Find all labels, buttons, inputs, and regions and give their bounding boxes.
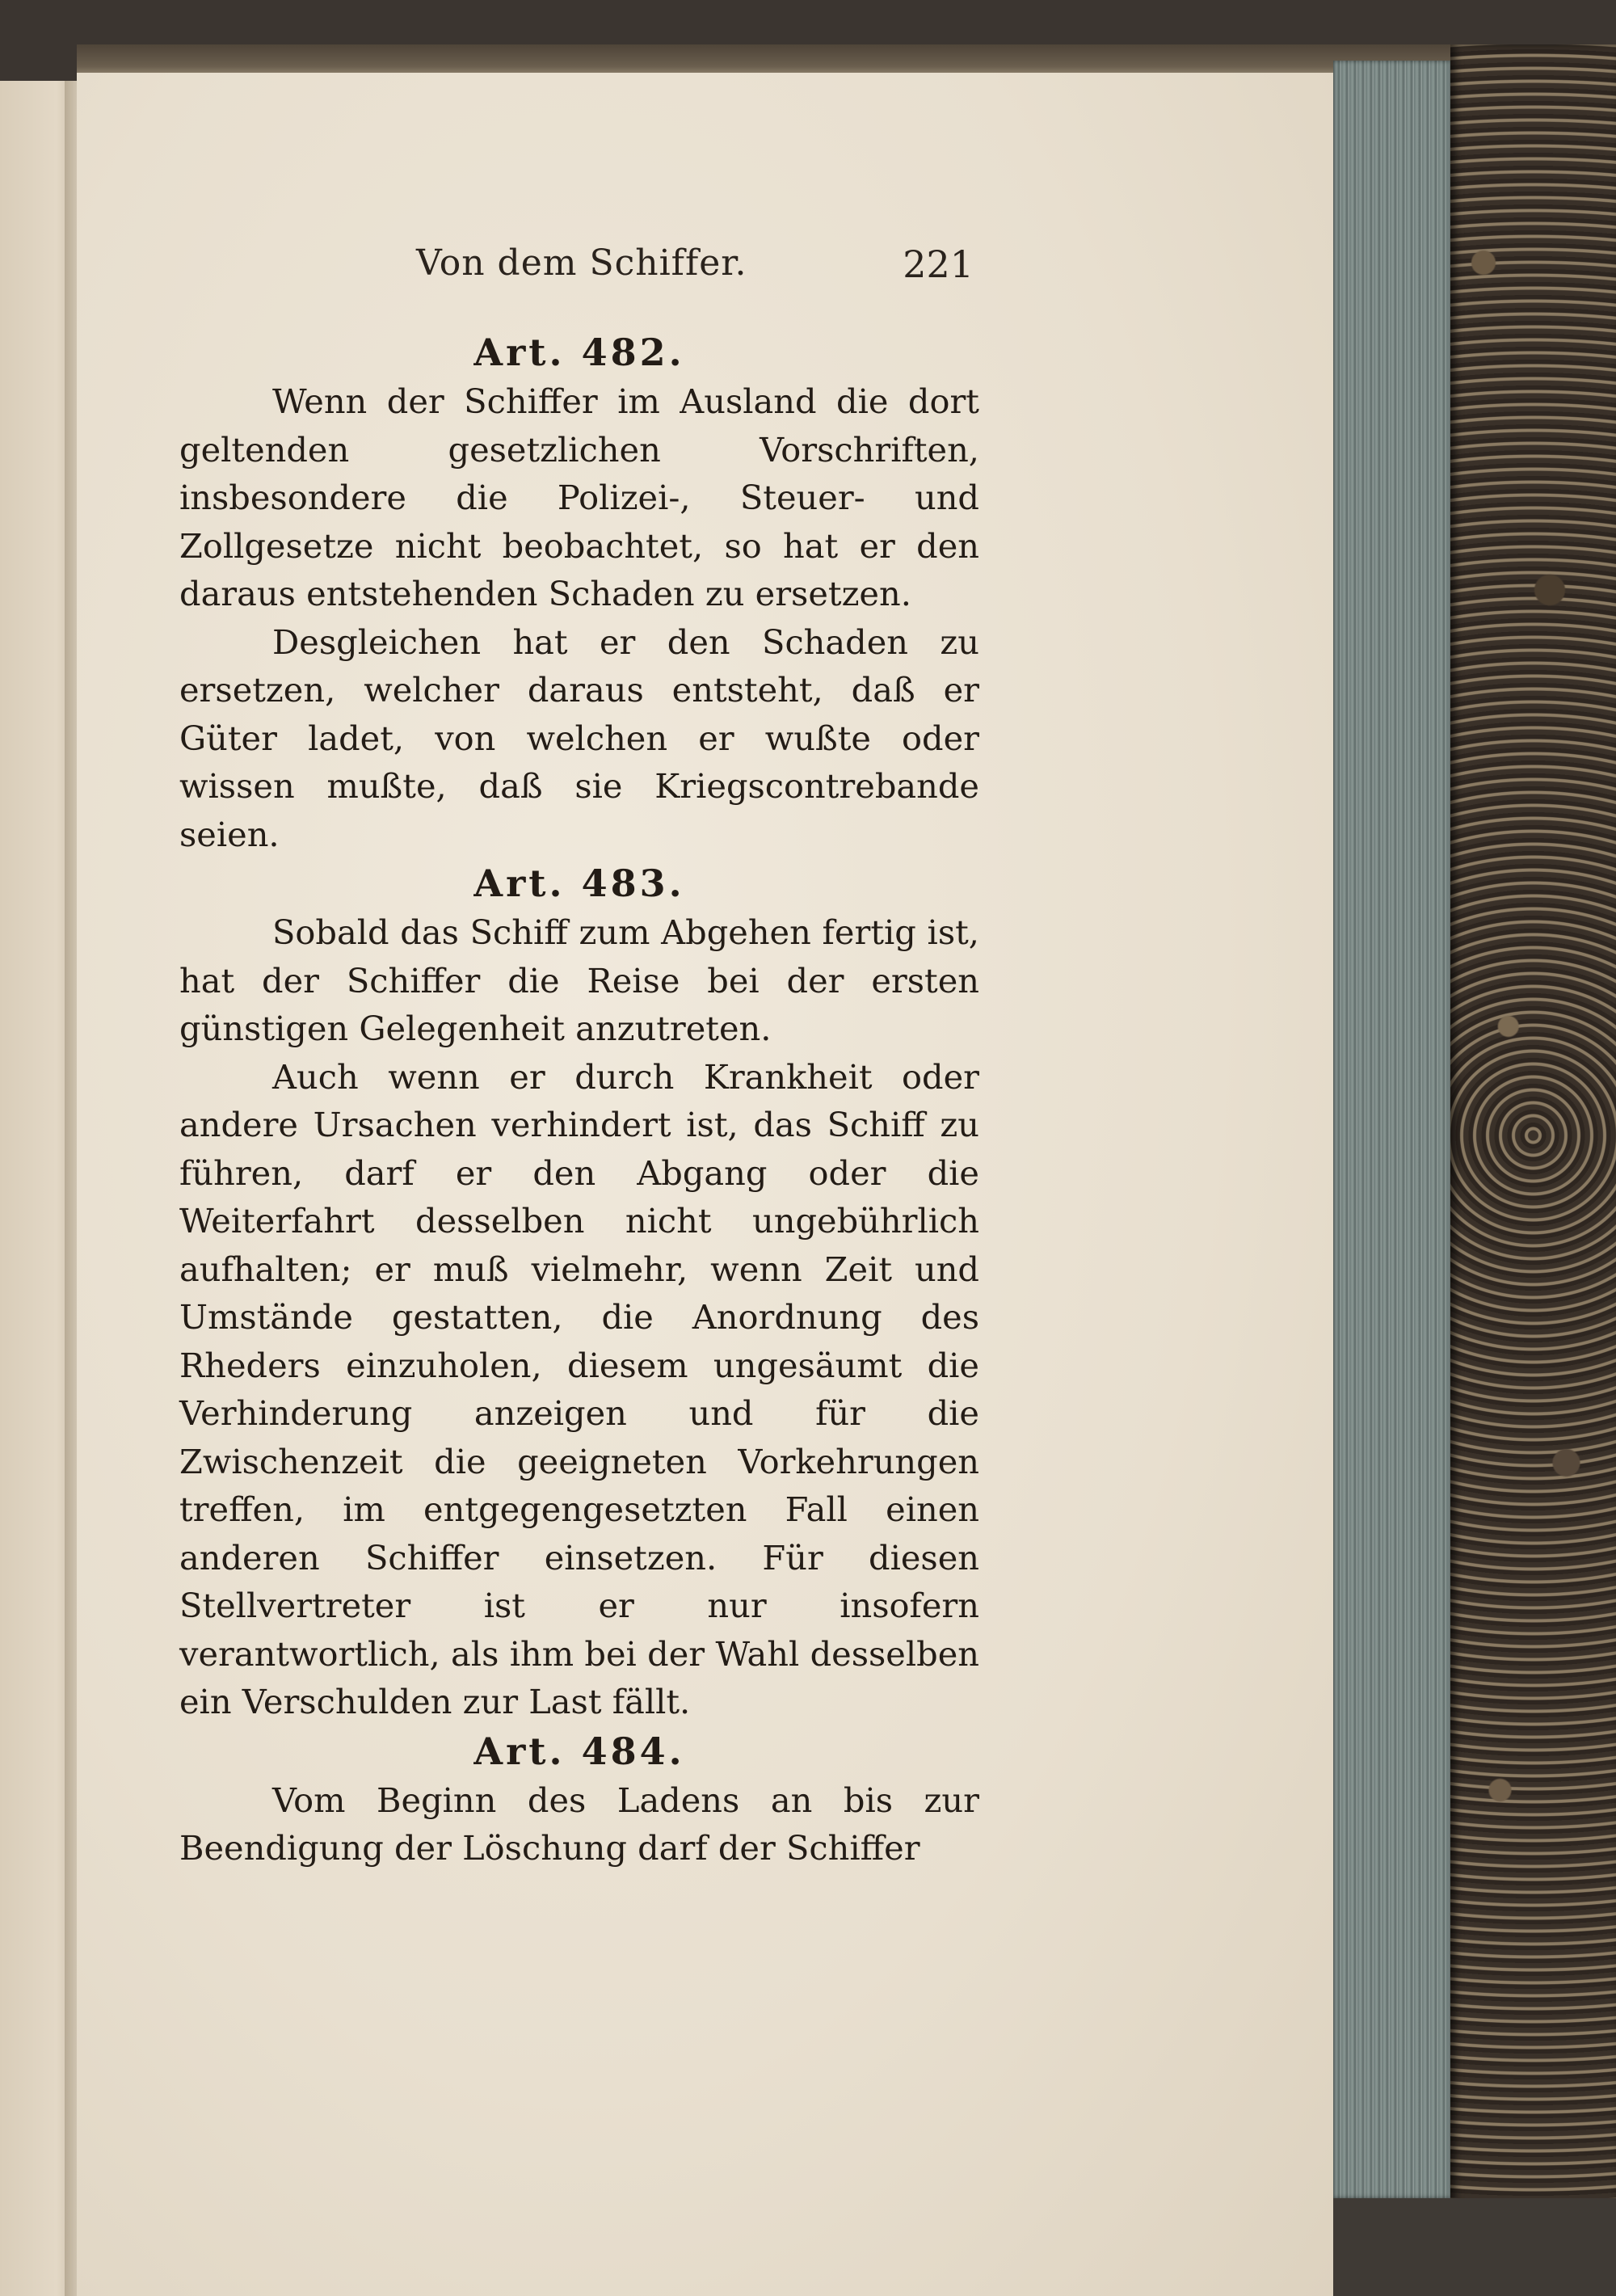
cover-bottom-shadow (1333, 2198, 1616, 2296)
page-block-edges (1333, 61, 1450, 2198)
running-head: Von dem Schiffer. (416, 242, 747, 284)
paragraph: Auch wenn er durch Krankheit oder andere Ursachen verhindert ist, das Schiff zu führen, darf er den Abgang oder die Weiterfahrt desselben nicht ungebührlich aufhalten; er muß vielmehr, wenn Zeit und Umstände gestatten, die Anordnung des Rheders einzuholen, diesem ungesäumt die Verhinderung anzeigen und für die Zwischenzeit die geeigneten Vorkehrungen treffen, im entgegengesetzten Fall einen anderen Schiffer einsetzen. Für diesen Stellvertreter ist er nur insofern verantwortlich, als ihm bei der Wahl desselben ein Verschulden zur Last fällt. (179, 1056, 979, 1721)
paragraph: Wenn der Schiffer im Ausland die dort geltenden gesetzlichen Vorschriften, insbesondere die Polizei-, Steuer- und Zollgesetze nicht beobachtet, so hat er den daraus entstehenden Schaden zu ersetzen. (179, 381, 979, 613)
page-header (186, 242, 974, 299)
article-heading-482: Art. 482. (473, 331, 685, 374)
marbled-cover (1450, 44, 1616, 2226)
page-body (179, 327, 979, 1873)
article-heading-483: Art. 483. (473, 862, 685, 905)
paragraph: Vom Beginn des Ladens an bis zur Beendigung der Löschung darf der Schiffer (179, 1780, 979, 1868)
page-number: 221 (903, 242, 974, 286)
article-heading-484: Art. 484. (473, 1729, 685, 1773)
paragraph: Desgleichen hat er den Schaden zu ersetzen, welcher daraus entsteht, daß er Güter ladet, von welchen er wußte oder wissen mußte, daß sie Kriegscontrebande seien. (179, 621, 979, 854)
paragraph: Sobald das Schiff zum Abgehen fertig ist, hat der Schiffer die Reise bei der ersten günstigen Gelegenheit anzutreten. (179, 912, 979, 1048)
